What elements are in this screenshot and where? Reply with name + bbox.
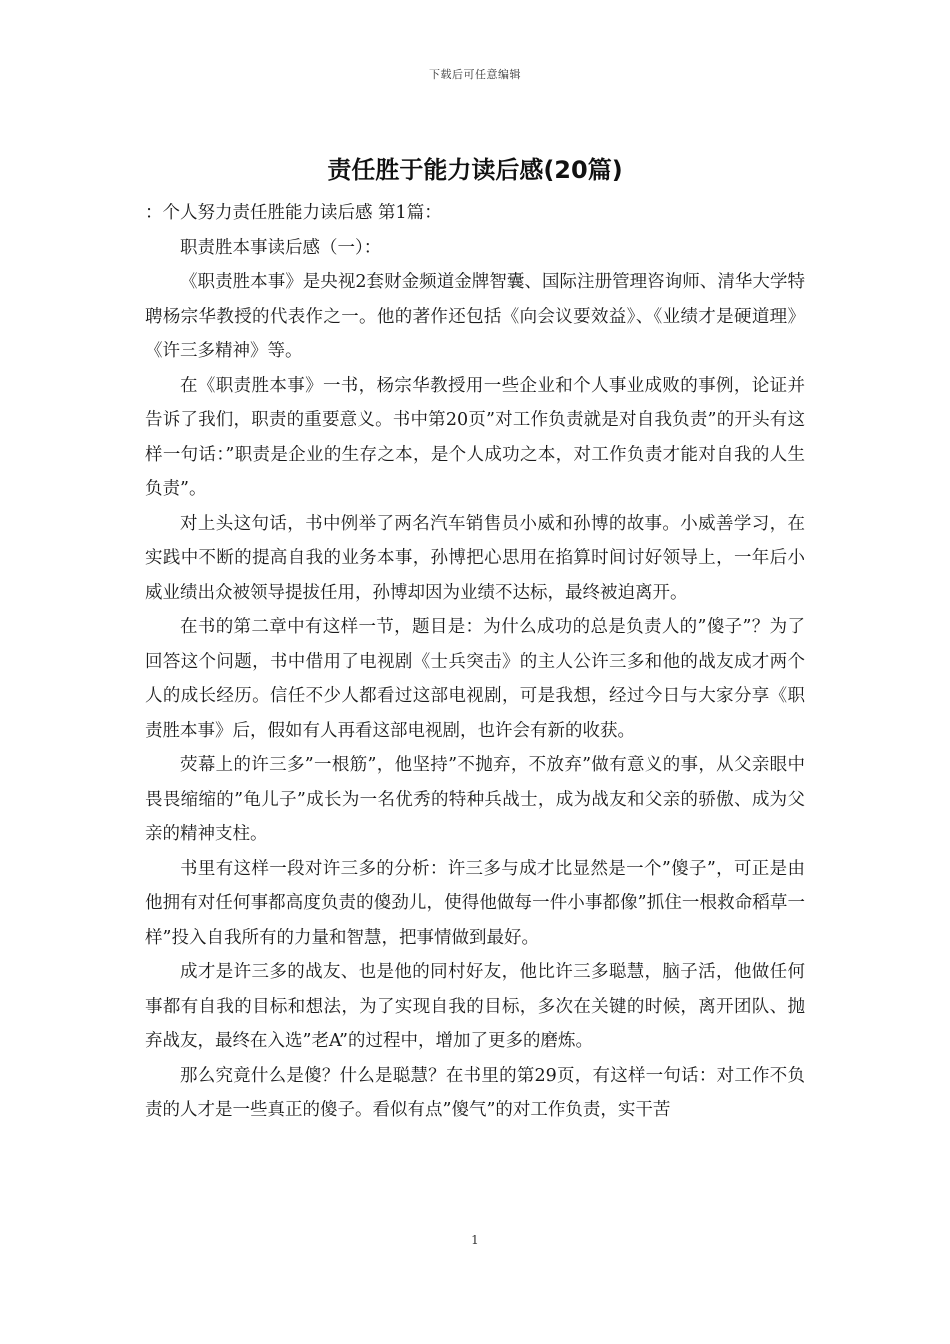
paragraph: 书里有这样一段对许三多的分析：许三多与成才比显然是一个”傻子”，可正是由他拥有对任何事都高度负责的傻劲儿，使得他做每一件小事都像”抓住一根救命稻草一样”投入自我所有的力量和智慧，把事情做到最好。 (145, 858, 805, 948)
page-number: 1 (471, 1233, 479, 1247)
paragraph: 对上头这句话，书中例举了两名汽车销售员小威和孙博的故事。小威善学习，在实践中不断的提高自我的业务本事，孙博把心思用在掐算时间讨好领导上，一年后小威业绩出众被领导提拔任用，孙博却因为业绩不达标，最终被迫离开。 (145, 513, 805, 603)
paragraph: 成才是许三多的战友、也是他的同村好友，他比许三多聪慧，脑子活，他做任何事都有自我的目标和想法，为了实现自我的目标，多次在关键的时候，离开团队、抛弃战友，最终在入选”老A”的过程中，增加了更多的磨炼。 (145, 962, 805, 1051)
document-title: 责任胜于能力读后感(20篇) (327, 156, 623, 184)
paragraph: 那么究竟什么是傻？什么是聪慧？在书里的第29页，有这样一句话：对工作不负责的人才是一些真正的傻子。看似有点”傻气”的对工作负责，实干苦 (145, 1065, 805, 1120)
paragraph: 《职责胜本事》是央视2套财金频道金牌智囊、国际注册管理咨询师、清华大学特聘杨宗华教授的代表作之一。他的著作还包括《向会议要效益》、《业绩才是硬道理》《许三多精神》等。 (145, 272, 805, 361)
document-body (145, 196, 805, 1128)
paragraph: 荧幕上的许三多”一根筋”，他坚持”不抛弃，不放弃”做有意义的事，从父亲眼中畏畏缩缩的”龟儿子”成长为一名优秀的特种兵战士，成为战友和父亲的骄傲、成为父亲的精神支柱。 (145, 755, 805, 844)
paragraph: 在《职责胜本事》一书，杨宗华教授用一些企业和个人事业成败的事例，论证并告诉了我们，职责的重要意义。书中第20页”对工作负责就是对自我负责”的开头有这样一句话：”职责是企业的生存之本，是个人成功之本，对工作负责才能对自我的人生负责”。 (145, 375, 805, 499)
lead-line: ：个人努力责任胜能力读后感 第1篇： (145, 203, 442, 223)
paragraph: 职责胜本事读后感（一）： (180, 237, 382, 258)
paragraph: 在书的第二章中有这样一节，题目是：为什么成功的总是负责人的”傻子”？为了回答这个问题，书中借用了电视剧《士兵突击》的主人公许三多和他的战友成才两个人的成长经历。信任不少人都看过这部电视剧，可是我想，经过今日与大家分享《职责胜本事》后，假如有人再看这部电视剧，也许会有新的收获。 (145, 617, 805, 741)
header-note: 下载后可任意编辑 (429, 68, 521, 81)
